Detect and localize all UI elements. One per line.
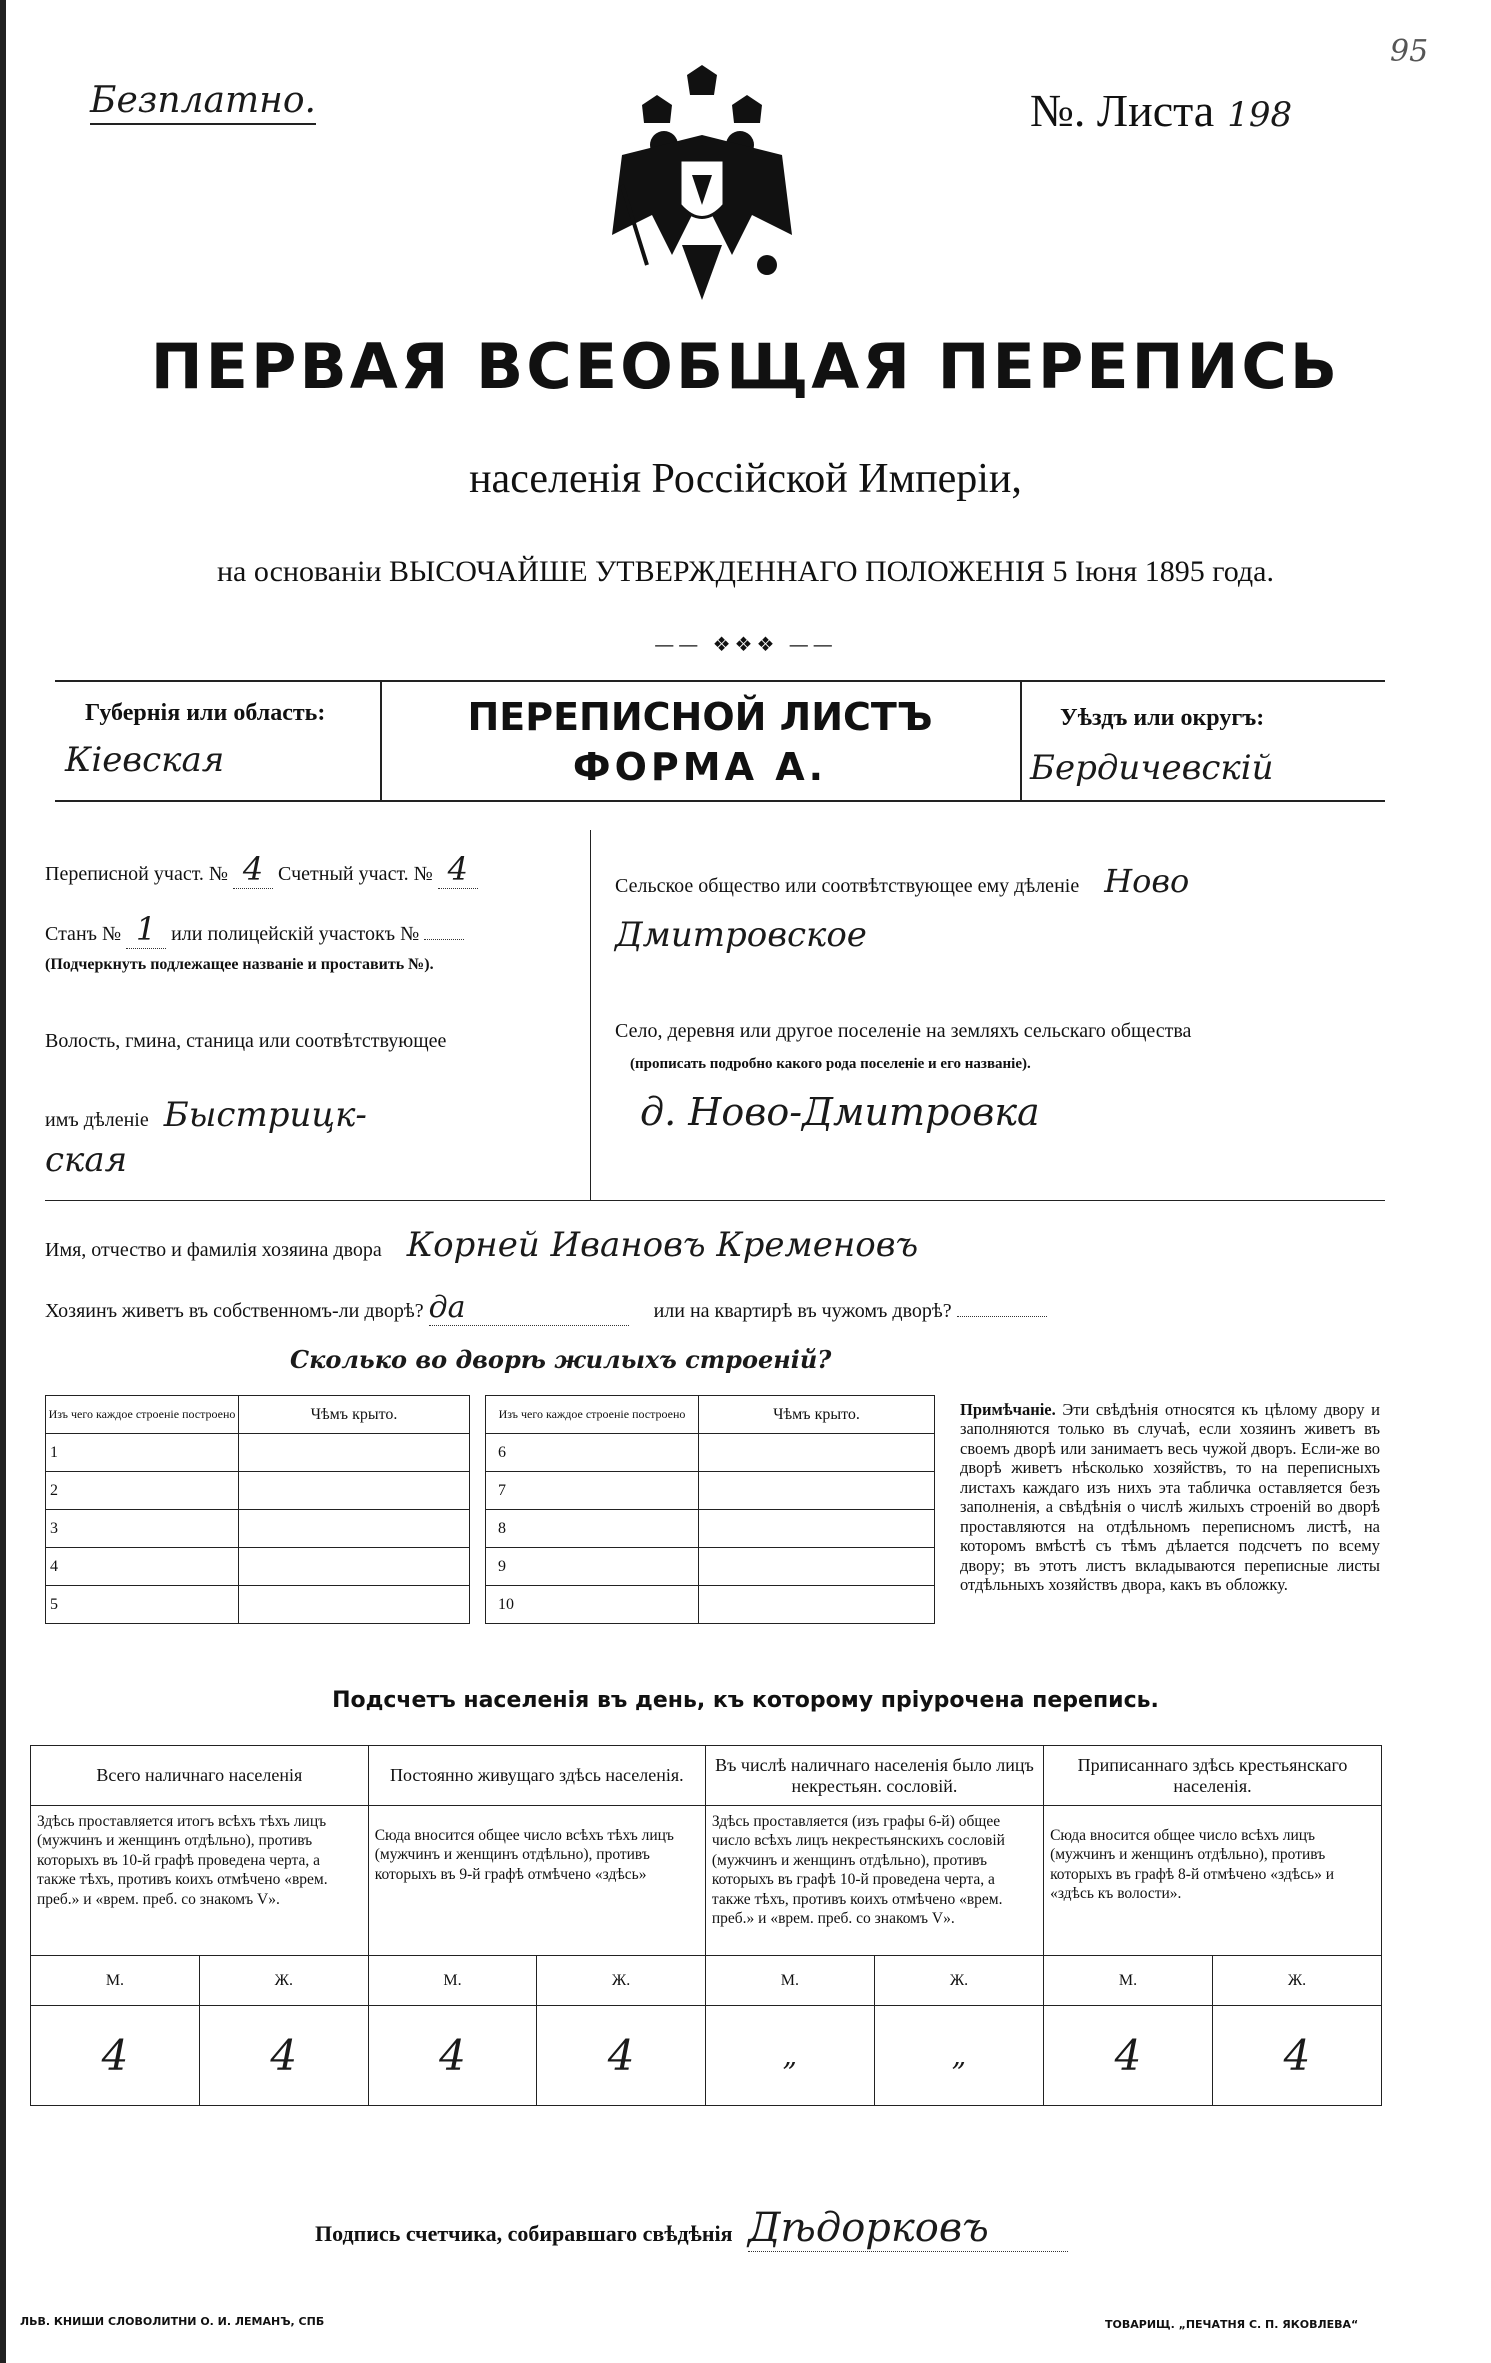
- male-header: М.: [31, 1956, 200, 2006]
- count-col-1-head: Всего наличнаго населенія: [31, 1746, 369, 1806]
- corner-mark: 95: [1390, 34, 1429, 69]
- village-label: Село, деревня или другое поселеніе на земляхъ сельскаго общества: [615, 1020, 1192, 1042]
- society-value-1: Ново: [1104, 862, 1190, 900]
- buildings-table-left: [45, 1395, 470, 1624]
- count-col-2-desc: Сюда вносится общее число всѣхъ тѣхъ лицъ (мужчинъ и женщинъ отдѣльно), противъ которыхъ въ 9-й графѣ отмѣчено «здѣсь»: [368, 1806, 705, 1956]
- volost-label-1: Волость, гмина, станица или соотвѣтствующее: [45, 1030, 447, 1052]
- coat-of-arms-emblem: [602, 65, 802, 305]
- count-value: „: [705, 2006, 874, 2106]
- sheet-number: [1030, 84, 1292, 137]
- buildings-question: Сколько во дворѣ жилыхъ строеній?: [290, 1345, 832, 1374]
- count-col-4-head: Приписаннаго здѣсь крестьянскаго населенія.: [1044, 1746, 1382, 1806]
- table-row: 9: [486, 1548, 699, 1586]
- district-label: Уѣздъ или округъ:: [1060, 705, 1265, 731]
- basis-line: на основаніи ВЫСОЧАЙШЕ УТВЕРЖДЕННАГО ПОЛОЖЕНІЯ 5 Іюня 1895 года.: [217, 555, 1274, 588]
- signature-label: Подпись счетчика, собиравшаго свѣдѣнія: [315, 2221, 733, 2246]
- col-material-header: Изъ чего каждое строеніе построено: [46, 1396, 239, 1434]
- district-value: Бердичевскій: [1030, 748, 1274, 788]
- footer-left: ЛЬВ. КНИШИ СЛОВОЛИТНИ О. И. ЛЕМАНЪ, СПБ: [20, 2315, 325, 2328]
- count-value: 4: [1213, 2006, 1382, 2106]
- table-row: 1: [46, 1434, 239, 1472]
- table-row: 8: [486, 1510, 699, 1548]
- table-row: 7: [486, 1472, 699, 1510]
- population-count-table: [30, 1745, 1382, 2106]
- society-row: [615, 862, 1189, 900]
- own-yard-value: да: [429, 1290, 629, 1326]
- table-row: 10: [486, 1586, 699, 1624]
- stan-label: Станъ №: [45, 923, 122, 945]
- count-col-3-desc: Здѣсь проставляется (изъ графы 6-й) общее число всѣхъ лицъ некрестьянскихъ сословій (мужчинъ и женщинъ отдѣльно), противъ которыхъ въ графѣ 10-й проведена черта, а также тѣхъ, противъ коихъ отмѣчено «врем. преб.» и «врем. преб. со знакомъ V».: [705, 1806, 1043, 1956]
- counting-section-label: Счетный участ. №: [278, 863, 433, 885]
- female-header: Ж.: [537, 1956, 706, 2006]
- form-name: ФОРМА А.: [572, 745, 828, 789]
- volost-value-1: Быстрицк-: [163, 1095, 367, 1135]
- note-text: Эти свѣдѣнія относятся къ цѣлому двору и заполняются только въ случаѣ, если хозяинъ живетъ въ своемъ дворѣ или занимаетъ весь чужой дворъ. Если-же во дворѣ живетъ нѣсколько хозяйствъ, то на переписныхъ листахъ каждаго изъ нихъ эта табличка оставляется безъ заполненія, а свѣдѣнія о числѣ жилыхъ строеній во дворѣ проставляются на отдѣльномъ переписномъ листѣ, на которомъ вмѣстѣ съ тѣмъ дѣлается подсчетъ по всему двору; въ этотъ листъ вкладываются переписные листы отдѣльныхъ хозяйствъ двора, какъ въ обложку.: [960, 1400, 1380, 1595]
- male-header: М.: [368, 1956, 537, 2006]
- main-title: ПЕРВАЯ ВСЕОБЩАЯ ПЕРЕПИСЬ: [150, 330, 1341, 403]
- subtitle: населенія Россійской Имперіи,: [469, 456, 1022, 502]
- female-header: Ж.: [1213, 1956, 1382, 2006]
- owner-name-label: Имя, отчество и фамилія хозяина двора: [45, 1239, 382, 1261]
- police-label: или полицейскій участокъ №: [171, 923, 420, 945]
- ornament-divider: —— ❖❖❖ ——: [654, 632, 837, 656]
- stan-value: 1: [126, 910, 166, 949]
- volost-label-2: [45, 1095, 367, 1135]
- count-value: „: [874, 2006, 1043, 2106]
- col-roof-header: Чѣмъ крыто.: [239, 1396, 470, 1434]
- count-col-1-desc: Здѣсь проставляется итогъ всѣхъ тѣхъ лицъ (мужчинъ и женщинъ отдѣльно), противъ которыхъ въ 10-й графѣ проведена черта, а также тѣхъ, противъ коихъ отмѣчено «врем. преб.» и «врем. преб. со знакомъ V».: [31, 1806, 369, 1956]
- col-roof-header-2: Чѣмъ крыто.: [699, 1396, 935, 1434]
- count-value: 4: [31, 2006, 200, 2106]
- count-value: 4: [199, 2006, 368, 2106]
- sheet-number-label: №. Листа: [1030, 85, 1215, 136]
- underline-note: (Подчеркнуть подлежащее названіе и проставить №).: [45, 956, 434, 973]
- count-value: 4: [368, 2006, 537, 2106]
- free-label: Безплатно.: [90, 80, 316, 125]
- sheet-title: ПЕРЕПИСНОЙ ЛИСТЪ: [467, 695, 933, 739]
- count-value: 4: [1044, 2006, 1213, 2106]
- own-yard-row: [45, 1290, 1047, 1326]
- owner-name-value: Корней Ивановъ Кременовъ: [406, 1225, 919, 1265]
- male-header: М.: [705, 1956, 874, 2006]
- table-row: 5: [46, 1586, 239, 1624]
- note-lead: Примѣчаніе.: [960, 1400, 1056, 1419]
- signature-value: Дѣдорковъ: [748, 2205, 1068, 2252]
- village-value: д. Ново-Дмитровка: [640, 1090, 1040, 1134]
- col-material-header-2: Изъ чего каждое строеніе построено: [486, 1396, 699, 1434]
- stan-row: [45, 910, 464, 949]
- counting-section-value: 4: [438, 850, 478, 889]
- apartment-label: или на квартирѣ въ чужомъ дворѣ?: [653, 1300, 952, 1322]
- table-row: 2: [46, 1472, 239, 1510]
- census-section-label: Переписной участ. №: [45, 863, 229, 885]
- volost-value-2: ская: [45, 1140, 128, 1180]
- count-col-2-head: Постоянно живущаго здѣсь населенія.: [368, 1746, 705, 1806]
- table-row: 6: [486, 1434, 699, 1472]
- count-value: 4: [537, 2006, 706, 2106]
- census-section-value: 4: [233, 850, 273, 889]
- province-label: Губернія или область:: [85, 700, 326, 726]
- count-col-4-desc: Сюда вносится общее число всѣхъ лицъ (мужчинъ и женщинъ отдѣльно), противъ которыхъ въ графѣ 8-й отмѣчено «здѣсь» и «здѣсь къ волости».: [1044, 1806, 1382, 1956]
- table-row: 3: [46, 1510, 239, 1548]
- village-note: (прописать подробно какого рода поселеніе и его названіе).: [630, 1056, 1031, 1072]
- male-header: М.: [1044, 1956, 1213, 2006]
- province-value: Кіевская: [65, 740, 225, 780]
- table-row: 4: [46, 1548, 239, 1586]
- count-title: Подсчетъ населенія въ день, къ которому пріурочена перепись.: [332, 1688, 1159, 1713]
- buildings-table-right: [485, 1395, 935, 1624]
- volost-label-2-text: имъ дѣленіе: [45, 1109, 149, 1131]
- sheet-number-value: 198: [1227, 95, 1293, 135]
- society-label: Сельское общество или соотвѣтствующее ему дѣленіе: [615, 875, 1080, 897]
- note-block: [960, 1400, 1380, 1595]
- female-header: Ж.: [199, 1956, 368, 2006]
- count-col-3-head: Въ числѣ наличнаго населенія было лицъ некрестьян. сословій.: [705, 1746, 1043, 1806]
- own-yard-label: Хозяинъ живетъ въ собственномъ-ли дворѣ?: [45, 1300, 424, 1322]
- society-value-2: Дмитровское: [615, 915, 867, 955]
- female-header: Ж.: [874, 1956, 1043, 2006]
- footer-right: ТОВАРИЩ. „ПЕЧАТНЯ С. П. ЯКОВЛЕВА“: [1105, 2318, 1359, 2331]
- census-section-row: [45, 850, 478, 889]
- owner-name-row: [45, 1225, 918, 1265]
- signature-row: [315, 2205, 1068, 2252]
